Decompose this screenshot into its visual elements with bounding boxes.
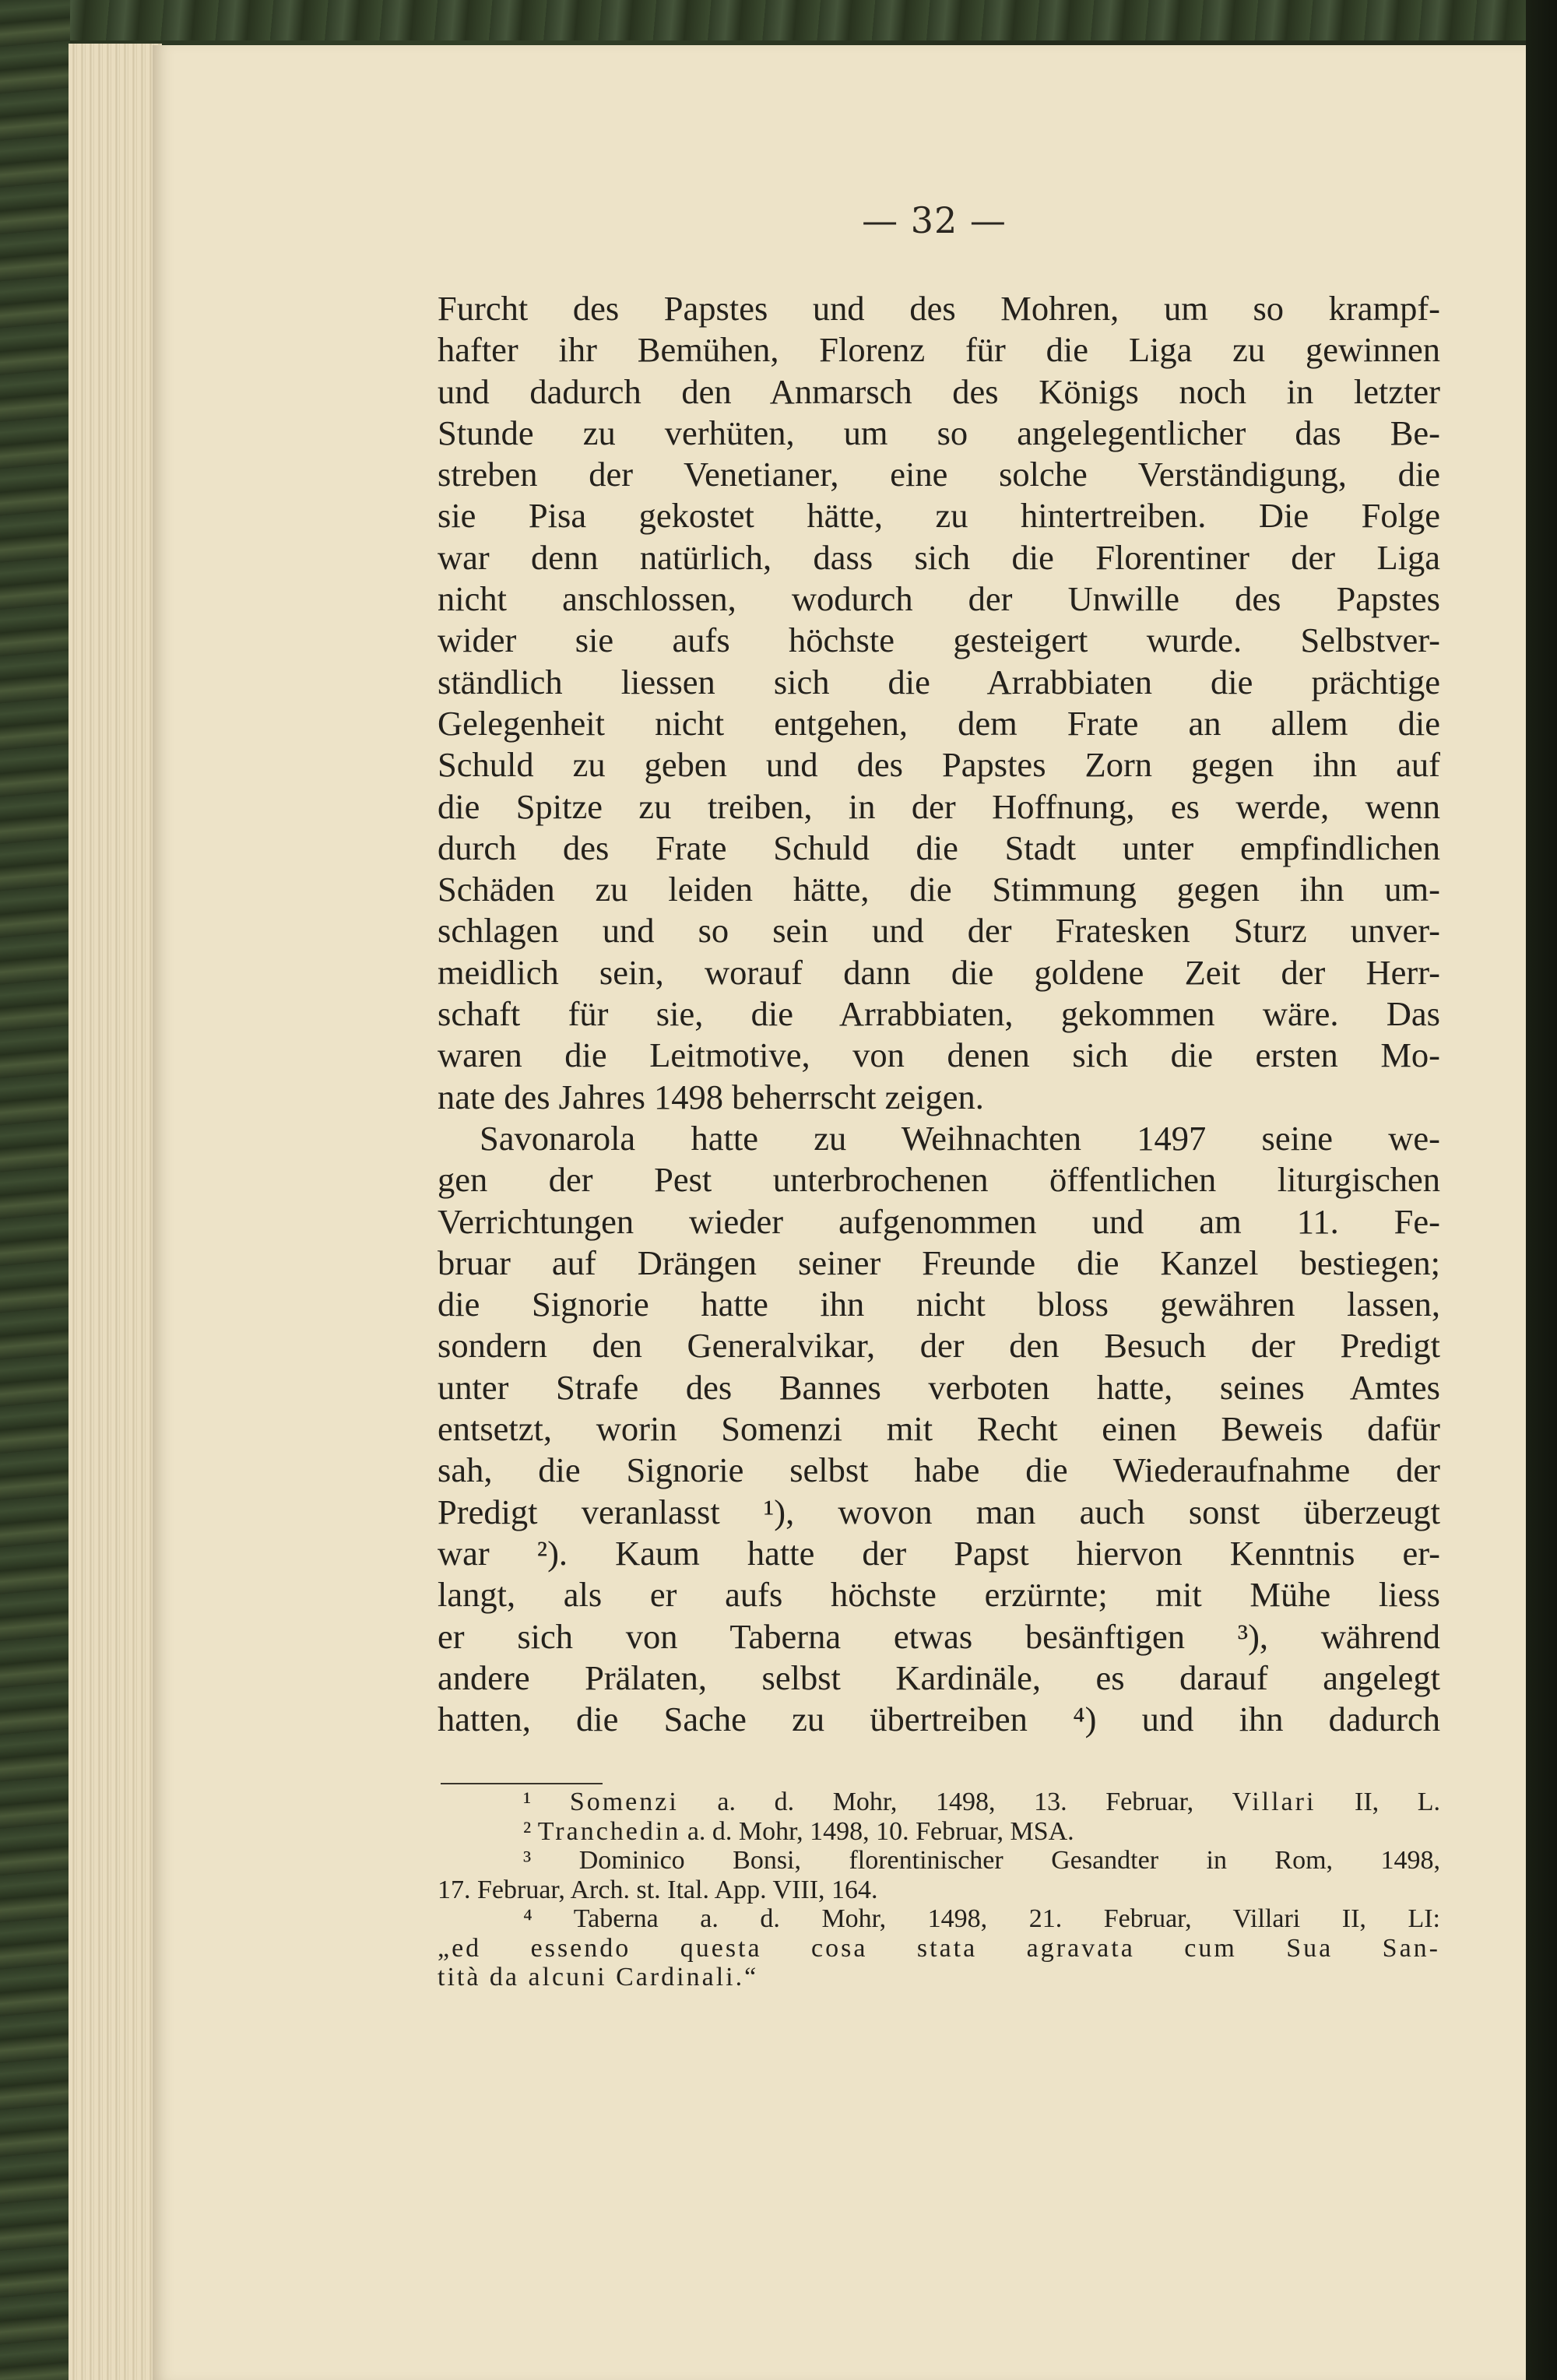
text-line: Schuld zu geben und des Papstes Zorn gegen ihn auf xyxy=(438,745,1440,785)
text-line: streben der Venetianer, eine solche Verständigung, die xyxy=(438,455,1440,494)
text-line: nicht anschlossen, wodurch der Unwille des Papstes xyxy=(438,579,1440,619)
text-line: war ²). Kaum hatte der Papst hiervon Kenntnis er- xyxy=(438,1533,1440,1573)
footnote-mark: ⁴ xyxy=(523,1904,532,1933)
footnote-text: Taberna a. d. Mohr, 1498, 21. Februar, Villari II, LI: xyxy=(573,1904,1440,1933)
text-line: wider sie aufs höchste gesteigert wurde. Selbstver- xyxy=(438,620,1440,660)
text-line: nate des Jahres 1498 beherrscht zeigen. xyxy=(438,1077,984,1116)
text-line: Furcht des Papstes und des Mohren, um so krampf- xyxy=(438,289,1440,328)
footnote-1 xyxy=(438,1788,1440,1817)
footnote-4-cont: tità da alcuni Cardinali.“ xyxy=(438,1963,759,1992)
text-line: Verrichtungen wieder aufgenommen und am 11. Fe- xyxy=(438,1201,1440,1241)
text-line: Savonarola hatte zu Weihnachten 1497 seine we- xyxy=(480,1118,1440,1158)
footnote-author: Somenzi xyxy=(569,1788,679,1816)
footnote-mark: ¹ xyxy=(523,1788,532,1816)
text-line: meidlich sein, worauf dann die goldene Zeit der Herr- xyxy=(438,952,1440,992)
footnote-author: Tranchedin xyxy=(537,1816,681,1846)
text-line: die Spitze zu treiben, in der Hoffnung, es werde, wenn xyxy=(438,786,1440,826)
text-line: waren die Leitmotive, von denen sich die ersten Mo- xyxy=(438,1035,1440,1075)
footnote-text: II, L. xyxy=(1355,1788,1441,1816)
text-line: andere Prälaten, selbst Kardinäle, es darauf angelegt xyxy=(438,1658,1440,1697)
text-line: sondern den Generalvikar, der den Besuch der Predigt xyxy=(438,1326,1440,1366)
text-line: gen der Pest unterbrochenen öffentlichen liturgischen xyxy=(438,1160,1440,1200)
footnote-4-cont: „ed essendo questa cosa stata agravata cum Sua San- xyxy=(438,1933,1440,1963)
text-line: sie Pisa gekostet hätte, zu hintertreiben. Die Folge xyxy=(438,496,1440,536)
footnote-mark: ² xyxy=(523,1816,532,1846)
text-line: Gelegenheit nicht entgehen, dem Frate an allem die xyxy=(438,703,1440,743)
text-line: schaft für sie, die Arrabbiaten, gekommen wäre. Das xyxy=(438,994,1440,1034)
text-line: schlagen und so sein und der Fratesken Sturz unver- xyxy=(438,911,1440,951)
text-line: er sich von Taberna etwas besänftigen ³), während xyxy=(438,1616,1440,1656)
body-text xyxy=(438,288,1440,1740)
footnote-mark: ³ xyxy=(523,1846,532,1875)
text-line: hafter ihr Bemühen, Florenz für die Liga zu gewinnen xyxy=(438,330,1440,370)
footnote-4 xyxy=(438,1904,1440,1934)
text-line: Stunde zu verhüten, um so angelegentlicher das Be- xyxy=(438,413,1440,452)
text-line: hatten, die Sache zu übertreiben ⁴) und ihn dadurch xyxy=(438,1700,1440,1739)
text-line: entsetzt, worin Somenzi mit Recht einen Beweis dafür xyxy=(438,1409,1440,1449)
text-line: sah, die Signorie selbst habe die Wiederaufnahme der xyxy=(438,1450,1440,1490)
book-cover-top-edge xyxy=(0,0,1557,40)
footnote-text: a. d. Mohr, 1498, 10. Februar, MSA. xyxy=(687,1816,1074,1846)
text-line: und dadurch den Anmarsch des Königs noch in letzter xyxy=(438,371,1440,411)
footnote-ref: Villari xyxy=(1232,1788,1316,1816)
text-line: langt, als er aufs höchste erzürnte; mit Mühe liess xyxy=(438,1575,1440,1615)
text-line: Predigt veranlasst ¹), wovon man auch sonst überzeugt xyxy=(438,1492,1440,1531)
page-stack-edge xyxy=(69,44,162,2380)
text-line: unter Strafe des Bannes verboten hatte, seines Amtes xyxy=(438,1367,1440,1407)
book-cover-right-edge xyxy=(1526,0,1557,2380)
book-cover-left-edge xyxy=(0,0,70,2380)
text-line: war denn natürlich, dass sich die Florentiner der Liga xyxy=(438,537,1440,577)
text-line: bruar auf Drängen seiner Freunde die Kanzel bestiegen; xyxy=(438,1243,1440,1282)
footnote-2 xyxy=(438,1817,1440,1847)
footnote-text: a. d. Mohr, 1498, 13. Februar, xyxy=(717,1788,1194,1816)
footnotes xyxy=(438,1788,1440,1992)
footnote-3 xyxy=(438,1846,1440,1876)
footnote-3-cont: 17. Februar, Arch. st. Ital. App. VIII, 164. xyxy=(438,1875,878,1904)
footnote-divider xyxy=(441,1783,603,1784)
text-line: durch des Frate Schuld die Stadt unter empfindlichen xyxy=(438,828,1440,867)
text-line: die Signorie hatte ihn nicht bloss gewähren lassen, xyxy=(438,1285,1440,1324)
text-line: ständlich liessen sich die Arrabbiaten die prächtige xyxy=(438,662,1440,701)
text-line: Schäden zu leiden hätte, die Stimmung gegen ihn um- xyxy=(438,870,1440,909)
page-number: — 32 — xyxy=(862,199,1007,241)
footnote-text: Dominico Bonsi, florentinischer Gesandter in Rom, 1498, xyxy=(578,1846,1441,1875)
